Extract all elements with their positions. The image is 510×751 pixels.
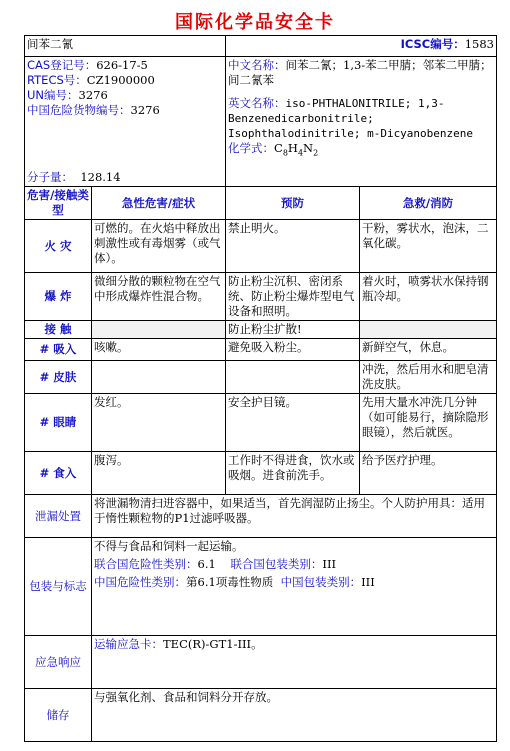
hazard-first-aid (360, 321, 497, 339)
hazard-type: # 吸入 (25, 339, 92, 361)
hazard-acute: 微细分散的颗粒物在空气中形成爆炸性混合物。 (92, 273, 226, 321)
emergency-label: 应急响应 (25, 636, 92, 689)
hazard-prevention: 禁止明火。 (226, 220, 360, 273)
packaging-text: 不得与食品和饲料一起运输。 联合国危险性类别：6.1 联合国包装类别：III 中国危险性类别：第6.1项毒性物质 中国包装类别：III (92, 538, 497, 636)
identity-row (25, 57, 497, 187)
column-header-row (25, 187, 497, 220)
hazard-acute (92, 321, 226, 339)
identity-left: CAS登记号：626-17-5 RTECS号：CZ1900000 UN编号：3276 中国危险货物编号：3276 分子量： 128.14 (25, 57, 226, 187)
hazard-acute: 发红。 (92, 394, 226, 452)
hazard-prevention: 防止粉尘沉积、密闭系统、防止粉尘爆炸型电气设备和照明。 (226, 273, 360, 321)
hazard-prevention: 避免吸入粉尘。 (226, 339, 360, 361)
hazard-first-aid: 先用大量水冲洗几分钟（如可能易行，摘除隐形眼镜），然后就医。 (360, 394, 497, 452)
hazard-prevention: 防止粉尘扩散! (226, 321, 360, 339)
hazard-first-aid: 给予医疗护理。 (360, 452, 497, 495)
chemical-name: 间苯二氰 (25, 36, 226, 57)
hazard-acute: 可燃的。在火焰中释放出刺激性或有毒烟雾（或气体）。 (92, 220, 226, 273)
hazard-row-eyes (25, 394, 497, 452)
icsc-number: ICSC编号：1583 (226, 36, 497, 57)
emergency-text: 运输应急卡：TEC(R)-GT1-III。 (92, 636, 497, 689)
hazard-acute: 咳嗽。 (92, 339, 226, 361)
hazard-first-aid: 新鲜空气，休息。 (360, 339, 497, 361)
packaging-label: 包装与标志 (25, 538, 92, 636)
storage-row (25, 689, 497, 742)
identity-right: 中文名称：间苯二氰；1,3-苯二甲腈；邻苯二甲腈；间二氰苯 英文名称：iso-PHTHALONITRILE; 1,3-Benzenedicarbonitrile; Isophthalodinitrile; m-Dicyanobenzene 化学式：$C_8H_4N_2$ (226, 57, 497, 187)
emergency-row (25, 636, 497, 689)
hazard-acute (92, 361, 226, 394)
storage-text: 与强氧化剂、食品和饲料分开存放。 (92, 689, 497, 742)
hazard-prevention: 工作时不得进食，饮水或吸烟。进食前洗手。 (226, 452, 360, 495)
hazard-type: # 眼睛 (25, 394, 92, 452)
spill-label: 泄漏处置 (25, 495, 92, 538)
hazard-type: # 食入 (25, 452, 92, 495)
hazard-row-inhalation (25, 339, 497, 361)
hazard-row-ingestion (25, 452, 497, 495)
spill-text: 将泄漏物清扫进容器中，如果适当，首先润湿防止扬尘。个人防护用具：适用于惰性颗粒物的P1过滤呼吸器。 (92, 495, 497, 538)
hazard-row-contact (25, 321, 497, 339)
chemical-formula: $C_8H_4N_2$ (274, 141, 319, 158)
hazard-first-aid: 着火时，喷雾状水保持钢瓶冷却。 (360, 273, 497, 321)
hazard-type: 爆 炸 (25, 273, 92, 321)
card-title: 国际化学品安全卡 (175, 12, 335, 33)
col-type-header: 危害/接触类型 (25, 187, 92, 220)
hazard-row-fire (25, 220, 497, 273)
hazard-first-aid: 干粉，雾状水，泡沫，二氧化碳。 (360, 220, 497, 273)
hazard-type: 接 触 (25, 321, 92, 339)
packaging-row (25, 538, 497, 636)
spill-row (25, 495, 497, 538)
header-row (25, 36, 497, 57)
hazard-prevention (226, 361, 360, 394)
col-acute-header: 急性危害/症状 (92, 187, 226, 220)
hazard-type: # 皮肤 (25, 361, 92, 394)
hazard-prevention: 安全护目镜。 (226, 394, 360, 452)
hazard-type: 火 灾 (25, 220, 92, 273)
hazard-row-skin (25, 361, 497, 394)
col-firstaid-header: 急救/消防 (360, 187, 497, 220)
hazard-first-aid: 冲洗，然后用水和肥皂清洗皮肤。 (360, 361, 497, 394)
col-prevention-header: 预防 (226, 187, 360, 220)
storage-label: 储存 (25, 689, 92, 742)
hazard-acute: 腹泻。 (92, 452, 226, 495)
hazard-row-explosion (25, 273, 497, 321)
safety-card-table (24, 35, 497, 742)
